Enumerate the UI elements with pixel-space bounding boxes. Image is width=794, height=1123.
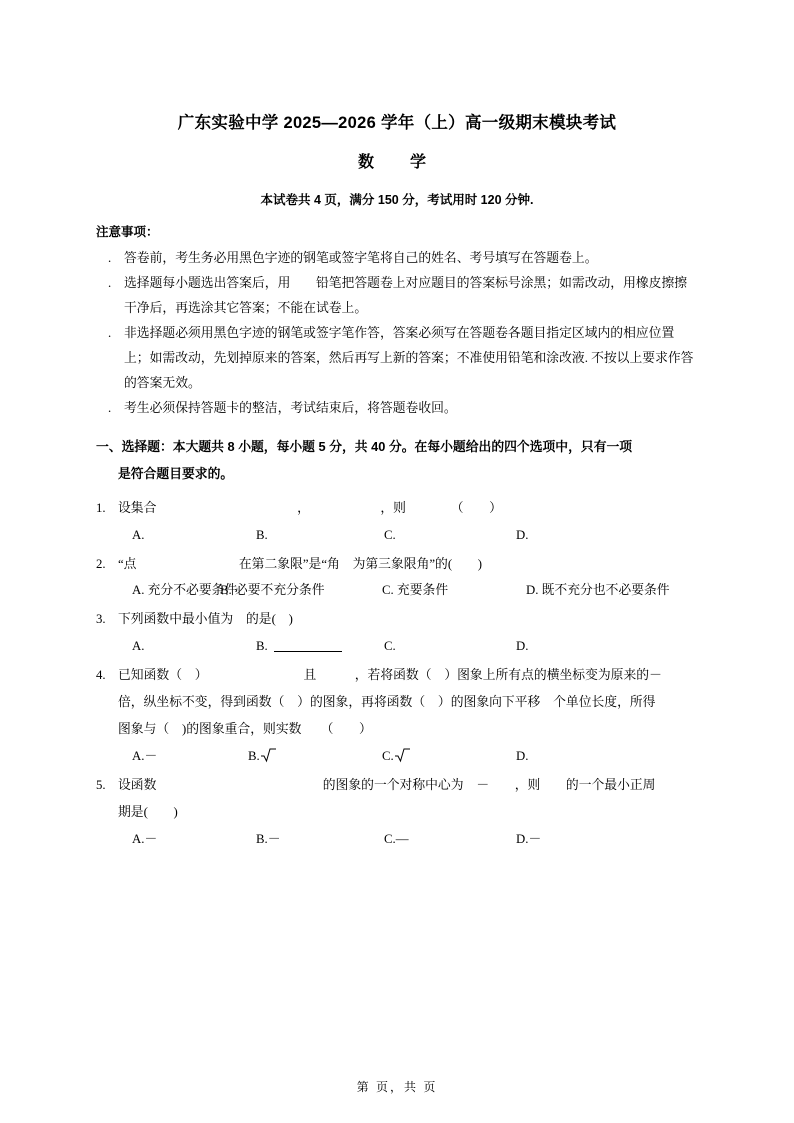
list-item (96, 271, 698, 321)
option-d[interactable]: D. (516, 748, 529, 763)
notice-list (96, 246, 698, 421)
bullet-dot: . (108, 325, 112, 340)
option-a[interactable]: A. 充分不必要条件 (132, 583, 238, 598)
exam-meta-line: 本试卷共 4 页，满分 150 分，考试用时 120 分钟. (260, 193, 534, 208)
list-item (96, 246, 698, 271)
option-b[interactable]: B.－ (256, 831, 281, 846)
question-stem (96, 551, 698, 578)
question-text-line2: 倍，纵坐标不变，得到函数（ ）的图象，再将函数（ ）的图象向下平移 个单位长度，所得 (118, 695, 656, 710)
question-text: 下列函数中最小值为 的是( ) (118, 612, 293, 627)
radical-icon (260, 748, 276, 763)
radical-icon (394, 748, 410, 763)
question-3-options (96, 633, 698, 660)
bullet-dot: . (108, 251, 112, 266)
option-d[interactable]: D. (516, 527, 529, 542)
notice-text: 非选择题必须用黑色字迹的钢笔或签字笔作答，答案必须写在答题卷各题目指定区域内的相应位置上；如需改动，先划掉原来的答案，然后再写上新的答案；不准使用铅笔和涂改液. 不按以上要求作答的答案无效。 (124, 325, 694, 390)
question-text: 设集合 ， ，则 （ ） (118, 500, 502, 515)
page-footer: 第 页，共 页 (356, 1080, 438, 1094)
option-c[interactable]: C. (384, 639, 396, 654)
option-b[interactable]: B. (256, 527, 268, 542)
question-text-line1: 已知函数（ ） 且 ，若将函数（ ）图象上所有点的横坐标变为原来的 (118, 668, 650, 683)
notice-heading: 注意事项： (96, 225, 159, 240)
question-text-line2: 期是( ) (118, 804, 178, 819)
question-number: 2. (96, 556, 106, 571)
question-5 (96, 772, 698, 853)
question-4-options (96, 743, 698, 770)
option-c[interactable]: C. 充要条件 (382, 583, 449, 598)
option-a[interactable]: A.－ (132, 831, 158, 846)
question-stem (96, 662, 698, 689)
option-c[interactable]: C. (384, 527, 396, 542)
option-b[interactable]: B. 必要不充分条件 (220, 583, 325, 598)
section-one-heading-cont: 是符合题目要求的。 (118, 465, 234, 481)
option-d[interactable]: D. (516, 639, 529, 654)
list-item (96, 396, 698, 421)
bullet-dot: . (108, 276, 112, 291)
option-b[interactable]: B. (256, 633, 342, 660)
minus-sign: － (649, 668, 662, 683)
question-1-options (96, 522, 698, 549)
question-stem (96, 606, 698, 633)
question-1 (96, 495, 698, 549)
option-c[interactable]: C. (382, 743, 410, 770)
list-item (96, 321, 698, 396)
document-body (96, 112, 698, 855)
question-2 (96, 551, 698, 605)
question-3 (96, 606, 698, 660)
question-text-line3: 图象与（ )的图象重合，则实数 （ ） (118, 721, 372, 736)
option-d[interactable]: D.－ (516, 831, 542, 846)
notice-text: 答卷前，考生务必用黑色字迹的钢笔或签字笔将自己的姓名、考号填写在答题卷上。 (124, 251, 598, 266)
page-title: 广东实验中学 2025—2026 学年（上）高一级期末模块考试 (177, 114, 617, 132)
question-number: 1. (96, 500, 106, 515)
notice-text: 选择题每小题选出答案后，用 铅笔把答题卷上对应题目的答案标号涂黑；如需改动，用橡皮擦擦干净后，再选涂其它答案；不能在试卷上。 (124, 276, 688, 315)
option-d[interactable]: D. 既不充分也不必要条件 (526, 583, 670, 598)
question-number: 5. (96, 777, 106, 792)
section-one-heading: 一、选择题：本大题共 8 小题，每小题 5 分，共 40 分。在每小题给出的四个选项中，只有一项 (96, 438, 633, 454)
question-number: 3. (96, 612, 106, 627)
option-b[interactable]: B. (248, 743, 276, 770)
question-2-options (96, 577, 698, 604)
question-text-line1: 设函数 的图象的一个对称中心为 － ，则 的一个最小正周 (118, 777, 656, 792)
subject-title: 数 学 (357, 154, 436, 172)
question-stem (96, 772, 698, 799)
question-5-options (96, 826, 698, 853)
option-c[interactable]: C.— (384, 831, 409, 846)
option-a[interactable]: A. (132, 527, 145, 542)
option-a[interactable]: A. (132, 639, 145, 654)
option-a[interactable]: A.－ (132, 748, 158, 763)
notice-text: 考生必须保持答题卡的整洁，考试结束后，将答题卷收回。 (124, 400, 457, 415)
question-text: “点 在第二象限”是“角 为第三象限角”的( ) (118, 556, 482, 571)
bullet-dot: . (108, 400, 112, 415)
answer-blank (274, 638, 342, 652)
question-stem (96, 495, 698, 522)
question-number: 4. (96, 668, 106, 683)
question-4 (96, 662, 698, 770)
